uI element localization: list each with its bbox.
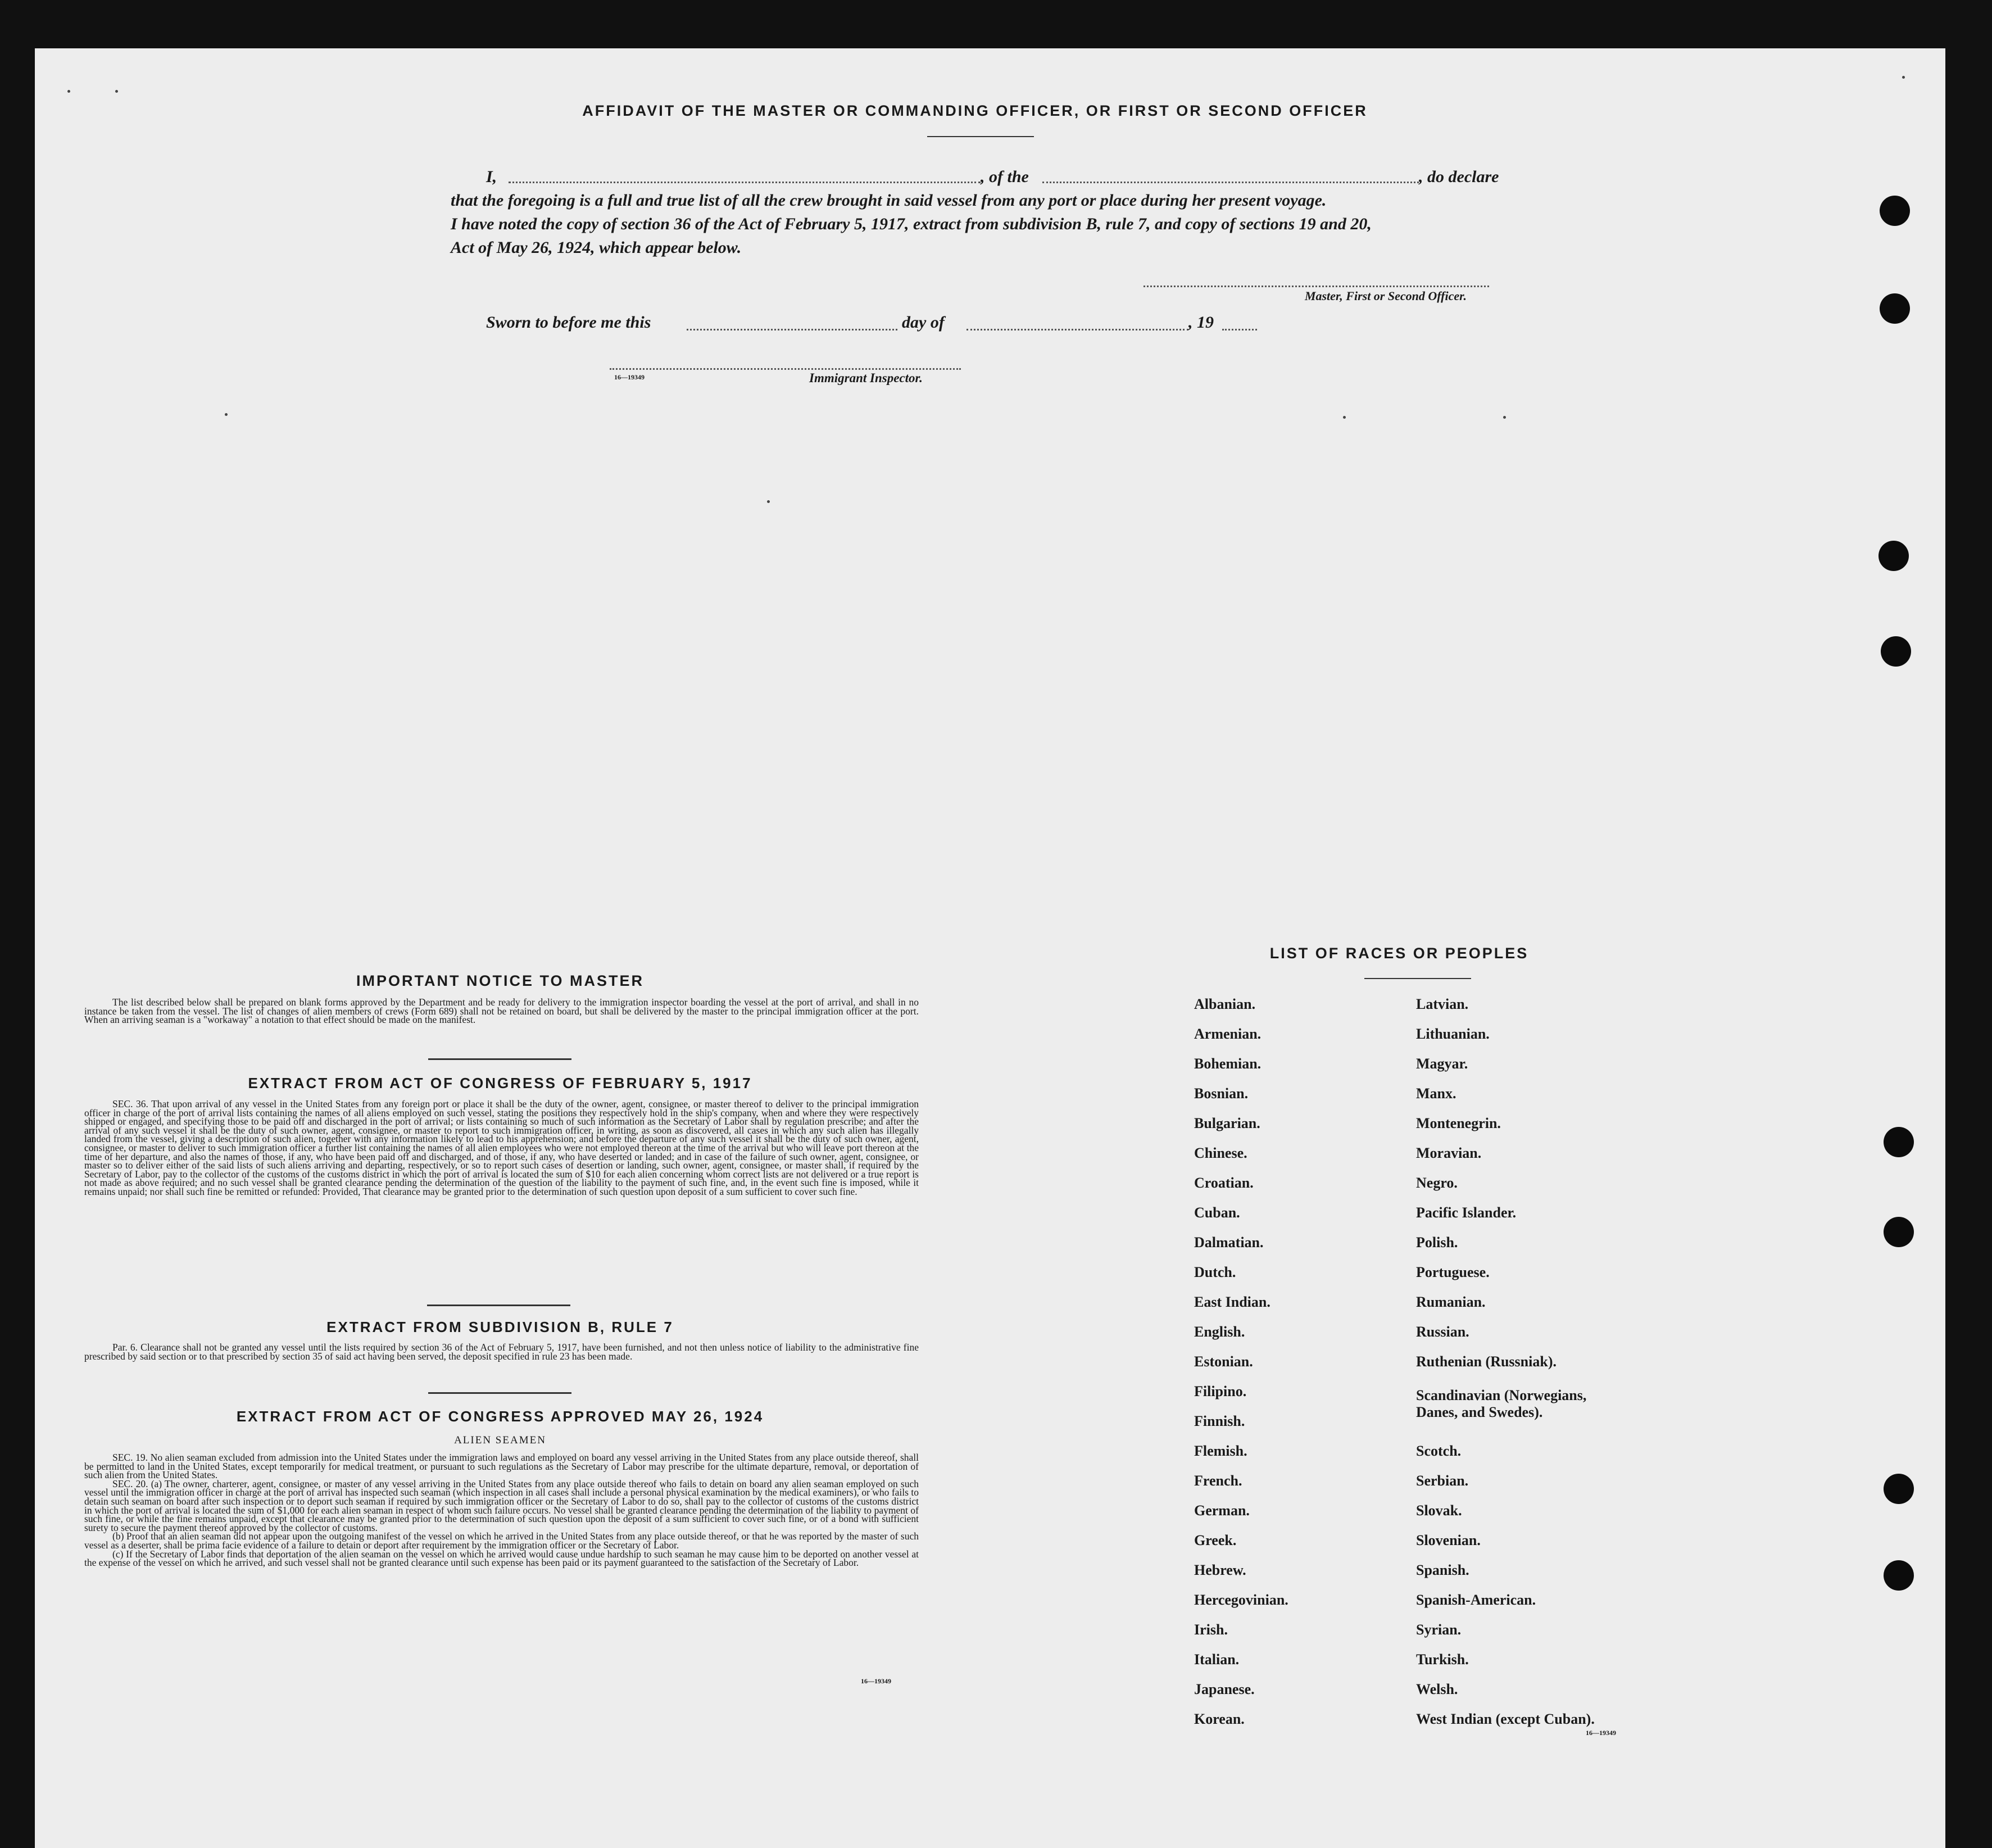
race-item: Italian. xyxy=(1194,1651,1240,1668)
race-item: Dutch. xyxy=(1194,1264,1236,1280)
race-item: Scandinavian (Norwegians, Danes, and Swedes). xyxy=(1416,1387,1587,1420)
race-item: Hebrew. xyxy=(1194,1562,1246,1578)
section-20b-paragraph: (b) Proof that an alien seaman did not appear upon the outgoing manifest of the vessel on which he arrived in the United States from any place outside thereof, or that he was reported by the master of such vessel as a deserter, shall be prima facie evidence of a failure to detain or deport after requirement by the immigration officer or the Secretary of Labor. xyxy=(84,1530,919,1551)
section-20c-paragraph: (c) If the Secretary of Labor finds that deportation of the alien seaman on the vessel on which he arrived would cause undue hardship to such seaman he may cause him to be deported on another vessel at the expense of the vessel on which he arrived, and such vessel shall not be granted clearance until such expense has been paid or its payment guaranteed to the satisfaction of the Secretary of Labor. xyxy=(84,1548,919,1569)
race-item: Magyar. xyxy=(1416,1056,1468,1072)
notice-text xyxy=(84,998,919,1025)
race-item: East Indian. xyxy=(1194,1294,1270,1310)
officer-name-field[interactable] xyxy=(509,182,981,183)
binder-hole xyxy=(1878,541,1909,571)
race-item: West Indian (except Cuban). xyxy=(1416,1711,1595,1727)
race-item: Armenian. xyxy=(1194,1026,1262,1042)
sworn-label: Sworn to before me this xyxy=(486,313,651,332)
vessel-name-field[interactable] xyxy=(1042,182,1419,183)
race-item: Scotch. xyxy=(1416,1443,1462,1459)
race-item: Manx. xyxy=(1416,1085,1456,1102)
binder-hole xyxy=(1884,1127,1914,1157)
paper-speck xyxy=(67,90,70,93)
sworn-month-field[interactable] xyxy=(966,329,1188,330)
race-item: Croatian. xyxy=(1194,1175,1254,1191)
year-prefix-label: , 19 xyxy=(1188,313,1214,332)
of-the-label: , of the xyxy=(981,167,1029,186)
race-item: Chinese. xyxy=(1194,1145,1247,1161)
extract-1917-title: EXTRACT FROM ACT OF CONGRESS OF FEBRUARY 5, 1917 xyxy=(248,1075,752,1091)
form-number: 16—19349 xyxy=(1586,1729,1616,1737)
sworn-year-field[interactable] xyxy=(1222,329,1257,330)
races-title: LIST OF RACES OR PEOPLES xyxy=(1269,945,1529,962)
race-item: Syrian. xyxy=(1416,1621,1462,1638)
race-item: Korean. xyxy=(1194,1711,1245,1727)
race-item: Finnish. xyxy=(1194,1413,1245,1429)
race-item: Montenegrin. xyxy=(1416,1115,1501,1131)
paper-speck xyxy=(1503,416,1506,419)
race-item: Pacific Islander. xyxy=(1416,1204,1517,1221)
race-item: Greek. xyxy=(1194,1532,1237,1548)
affidavit-title: AFFIDAVIT OF THE MASTER OR COMMANDING OFFICER, OR FIRST OR SECOND OFFICER xyxy=(582,102,1368,119)
race-item: Cuban. xyxy=(1194,1204,1240,1221)
document-page xyxy=(35,48,1945,1848)
binder-hole xyxy=(1881,636,1911,667)
binder-hole xyxy=(1880,293,1910,324)
race-item: Rumanian. xyxy=(1416,1294,1486,1310)
race-item: Turkish. xyxy=(1416,1651,1469,1668)
race-item: Irish. xyxy=(1194,1621,1228,1638)
race-item: Hercegovinian. xyxy=(1194,1592,1288,1608)
race-item: Russian. xyxy=(1416,1324,1469,1340)
section-rule xyxy=(428,1392,571,1394)
section-rule xyxy=(428,1058,571,1060)
master-signature-label: Master, First or Second Officer. xyxy=(1304,289,1467,303)
race-item: Lithuanian. xyxy=(1416,1026,1490,1042)
inspector-label: Immigrant Inspector. xyxy=(809,371,923,385)
binder-hole xyxy=(1884,1217,1914,1247)
race-item: Ruthenian (Russniak). xyxy=(1416,1353,1557,1370)
section-20a-paragraph: SEC. 20. (a) The owner, charterer, agent, consignee, or master of any vessel arriving in the United States from any place outside thereof who fails to detain on board any alien seaman employed on such vessel until the immigration officer in charge at the port of arrival has inspected such seaman (which inspection in all cases shall include a personal physical examination by the medical examiners), or who fails to detain such seaman on board after such inspection or to deport such seaman if required by such immigration officer or the Secretary of Labor to do so, shall pay to the collector of customs of the customs district in which the port of arrival is located the sum of $1,000 for each alien seaman in respect of whom such failure occurs. No vessel shall be granted clearance pending the determination of the liability to payment of such fine, or while the fine remains unpaid, except that clearance may be granted prior to the determination of such question upon the deposit of a sum sufficient to cover such fine, or of a bond with sufficient surety to secure the payment thereof approved by the collector of customs. xyxy=(84,1478,919,1533)
race-item: Welsh. xyxy=(1416,1681,1458,1697)
race-item: Spanish. xyxy=(1416,1562,1469,1578)
day-of-label: day of xyxy=(902,313,945,332)
extract-rule7-title: EXTRACT FROM SUBDIVISION B, RULE 7 xyxy=(326,1319,674,1335)
race-item: Moravian. xyxy=(1416,1145,1482,1161)
race-item: Albanian. xyxy=(1194,996,1256,1012)
form-number: 16—19349 xyxy=(861,1677,891,1685)
notice-title: IMPORTANT NOTICE TO MASTER xyxy=(356,972,644,989)
declaration-line-4: Act of May 26, 1924, which appear below. xyxy=(451,238,742,257)
race-item: Bulgarian. xyxy=(1194,1115,1260,1131)
race-item: French. xyxy=(1194,1473,1242,1489)
paper-speck xyxy=(767,500,770,503)
extract-1924-text xyxy=(84,1453,919,1568)
paper-speck xyxy=(1343,416,1346,419)
binder-hole xyxy=(1884,1560,1914,1591)
race-item: Negro. xyxy=(1416,1175,1458,1191)
races-title-rule xyxy=(1364,978,1471,979)
race-item: Dalmatian. xyxy=(1194,1234,1264,1251)
race-item: Bohemian. xyxy=(1194,1056,1262,1072)
race-item: Bosnian. xyxy=(1194,1085,1249,1102)
race-item: Latvian. xyxy=(1416,996,1469,1012)
master-signature-field[interactable] xyxy=(1144,286,1489,287)
i-label: I, xyxy=(486,167,497,186)
sworn-day-field[interactable] xyxy=(687,329,897,330)
race-item: English. xyxy=(1194,1324,1245,1340)
race-item: Portuguese. xyxy=(1416,1264,1490,1280)
par-6-paragraph: Par. 6. Clearance shall not be granted any vessel until the lists required by section 36 of the Act of February 5, 1917, have been furnished, and not then unless notice of liability to the administrative fine prescribed by said section or to that prescribed by section 35 of said act having been served, the deposit specified in rule 23 has been made. xyxy=(84,1342,919,1362)
section-19-paragraph: SEC. 19. No alien seaman excluded from admission into the United States under the immigration laws and employed on board any vessel arriving in the United States from any place outside thereof, shall be permitted to land in the United States, except temporarily for medical treatment, or pursuant to such regulations as the Secretary of Labor may prescribe for the ultimate departure, removal, or deportation of such alien from the United States. xyxy=(84,1452,919,1481)
race-item: Polish. xyxy=(1416,1234,1458,1251)
title-rule xyxy=(927,136,1034,137)
binder-hole xyxy=(1884,1474,1914,1504)
race-item: German. xyxy=(1194,1502,1250,1519)
inspector-signature-field[interactable] xyxy=(610,368,961,370)
race-item: Spanish-American. xyxy=(1416,1592,1536,1608)
paper-speck xyxy=(115,90,118,93)
alien-seamen-subtitle: ALIEN SEAMEN xyxy=(454,1434,546,1446)
paper-speck xyxy=(1902,76,1905,79)
paper-speck xyxy=(225,413,228,416)
race-item: Slovenian. xyxy=(1416,1532,1481,1548)
race-item: Slovak. xyxy=(1416,1502,1462,1519)
binder-hole xyxy=(1880,196,1910,226)
race-item: Japanese. xyxy=(1194,1681,1255,1697)
race-item: Filipino. xyxy=(1194,1383,1247,1399)
extract-rule7-text xyxy=(84,1343,919,1361)
declaration-line-3: I have noted the copy of section 36 of the Act of February 5, 1917, extract from subdivision B, rule 7, and copy of sections 19 and 20, xyxy=(451,215,1372,233)
race-item: Serbian. xyxy=(1416,1473,1469,1489)
declaration-line-2: that the foregoing is a full and true list of all the crew brought in said vessel from any port or place during her present voyage. xyxy=(451,191,1327,210)
section-36-paragraph: SEC. 36. That upon arrival of any vessel in the United States from any foreign port or place it shall be the duty of the owner, agent, consignee, or master thereof to deliver to the principal immigration officer in charge of the port of arrival lists containing the names of all aliens employed on such vessel, stating the positions they respectively hold in the ship's company, when and where they were respectively shipped or engaged, and specifying those to be paid off and discharged in the port of arrival; or lists containing so much of such information as the Secretary of Labor shall by regulation prescribe; and after the arrival of any such vessel it shall be the duty of such owner, agent, consignee, or master to report to such immigration officer, in writing, as soon as discovered, all cases in which any such alien has illegally landed from the vessel, giving a description of such alien, together with any information likely to lead to his apprehension; and before the departure of any such vessel it shall be the duty of such owner, agent, consignee, or master to deliver to such immigration officer a further list containing the names of all alien employees who were not employed thereon at the time of the arrival but who will leave port thereon at the time of her departure, and also the names of those, if any, who have been paid off and discharged, and of those, if any, who have deserted or landed; and in case of the failure of such owner, agent, consignee, or master so to deliver either of the said lists of such aliens arriving and departing, respectively, or so to report such cases of desertion or landing, such owner, agent, consignee, or master shall, if required by the Secretary of Labor, pay to the collector of the customs of the customs district in which the port of arrival is located the sum of $10 for each alien concerning whom correct lists are not delivered or a true report is not made as above required; and no such vessel shall be granted clearance pending the determination of the question of the liability to the payment of such fine, and, in the event such fine is imposed, while it remains unpaid; nor shall such fine be remitted or refunded: Provided, That clearance may be granted prior to the determination of such question upon deposit of a sum sufficient to cover such fine. xyxy=(84,1098,919,1197)
do-declare-label: , do declare xyxy=(1419,167,1499,186)
race-item: Flemish. xyxy=(1194,1443,1247,1459)
race-item: Estonian. xyxy=(1194,1353,1253,1370)
extract-1917-text xyxy=(84,1100,919,1197)
extract-1924-title: EXTRACT FROM ACT OF CONGRESS APPROVED MAY 26, 1924 xyxy=(236,1408,764,1425)
form-number: 16—19349 xyxy=(614,373,645,381)
notice-paragraph: The list described below shall be prepared on blank forms approved by the Department and be ready for delivery to the immigration inspector boarding the vessel at the port of arrival, and shall in no instance be taken from the vessel. The list of changes of alien members of crews (Form 689) shall not be retained on board, but shall be delivered by the master to the principal immigration officer at the port. When an arriving seaman is a "workaway" a notation to that effect should be made on the manifest. xyxy=(84,997,919,1026)
section-rule xyxy=(427,1305,570,1306)
